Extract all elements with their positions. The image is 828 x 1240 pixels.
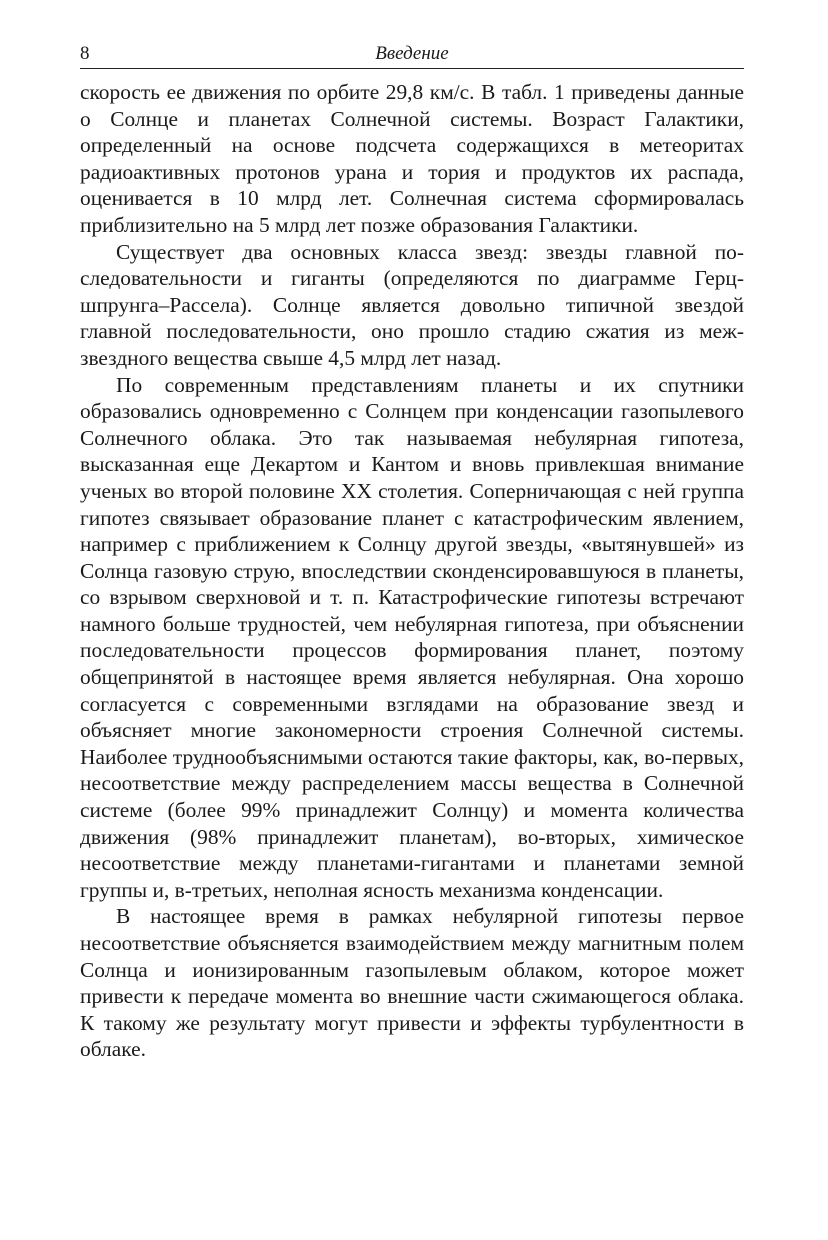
running-title: Введение xyxy=(375,43,449,64)
book-page xyxy=(80,44,744,1063)
paragraph-star-classes: Существует два основных класса звезд: звезды главной последовательности и гиганты (определяются по диаграмме Герцшпрунга–Рассела). Солнце является довольно типичной звездой главной последовательности, оно прошло стадию сжатия из межзвездного вещества свыше 4,5 млрд лет назад. xyxy=(80,239,744,370)
paragraph-nebular-hypothesis: По современным представлениям планеты и их спутники образовались одновременно с Солнцем при конденсации газопылевого Солнечного облака. Это так называемая небулярная гипотеза, высказанная еще Декартом и Кантом и вновь привлекшая внимание ученых во второй половине XX столетия. Соперничающая с ней группа гипотез связывает образование планет с катастрофическим явлением, например с приближением к Солнцу другой звезды, «вытянувшей» из Солнца газовую струю, впоследствии сконденсировавшуюся в планеты, со взрывом сверхновой и т. п. Катастрофические гипотезы встречают намного больше трудностей, чем небулярная гипотеза, при объяснении последовательности процессов формирования планет, поэтому общепринятой в настоящее время является небулярная. Она хорошо согласуется с современными взглядами на образование звезд и объясняет многие закономерности строения Солнечной системы. Наиболее труднообъяснимыми остаются такие факторы, как, во-первых, несоответствие между распределением массы вещества в Солнечной системе (более 99% принадлежит Солнцу) и момента количества движения (98% принадлежит планетам), во-вторых, химическое несоответствие между планетами-гигантами и планетами земной группы и, в-третьих, неполная ясность механизма конденсации. xyxy=(80,372,744,902)
paragraph-orbit-and-age: скорость ее движения по орбите 29,8 км/с. В табл. 1 приведены данные о Солнце и планетах Солнечной системы. Возраст Галактики, определенный на основе подсчета содержащихся в метеоритах радиоактивных протонов урана и тория и продуктов их распада, оценивается в 10 млрд лет. Солнечная система сформировалась приблизительно на 5 млрд лет позже образования Галактики. xyxy=(80,80,744,237)
page-number: 8 xyxy=(80,43,90,64)
page-header xyxy=(80,44,744,69)
paragraph-magnetic-field: В настоящее время в рамках небулярной гипотезы первое несоответствие объясняется взаимодействием между магнитным полем Солнца и ионизированным газопылевым облаком, которое может привести к передаче момента во внешние части сжимающегося облака. К такому же результату могут привести и эффекты турбулентности в облаке. xyxy=(80,904,744,1062)
body-text xyxy=(80,79,744,1063)
